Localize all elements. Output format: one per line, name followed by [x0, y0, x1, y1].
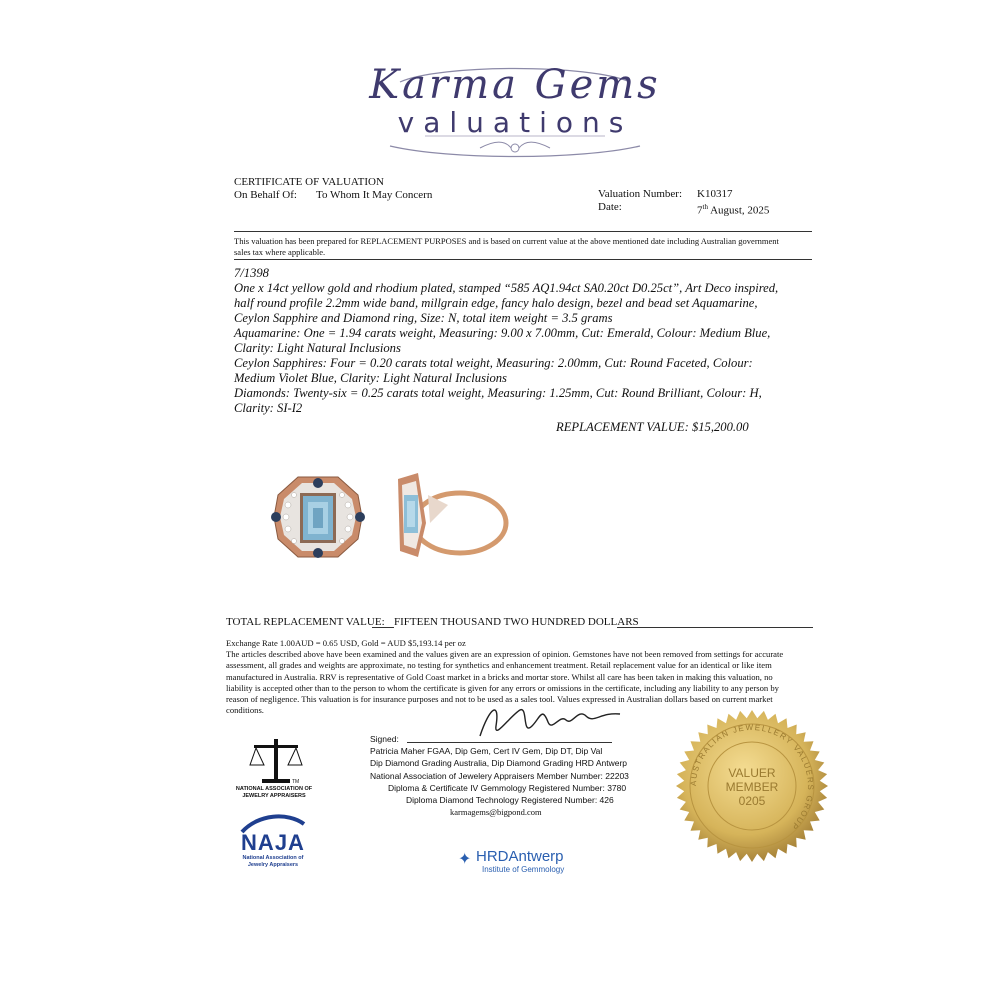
- behalf-label: On Behalf Of:: [234, 189, 297, 201]
- terms-line: The articles described above have been examined and the values given are an expression of opinion. Gemstones have not been removed from settings for accurate: [226, 649, 784, 660]
- desc-line: Ceylon Sapphires: Four = 0.20 carats total weight, Measuring: 2.00mm, Cut: Round Faceted, Colour:: [234, 356, 753, 370]
- naja-tm: TM: [292, 779, 300, 785]
- desc-line: One x 14ct yellow gold and rhodium plated, stamped “585 AQ1.94ct SA0.20ct D0.25ct”, Art Deco inspired,: [234, 281, 779, 295]
- seal-line-3: 0205: [738, 794, 766, 808]
- ring-side-photo: [388, 465, 518, 565]
- logo-brand: Karma Gems: [369, 62, 661, 108]
- desc-line: Clarity: SI-I2: [234, 401, 303, 415]
- logo-subtitle: valuations: [397, 106, 633, 139]
- total-underline-a: [372, 627, 394, 628]
- item-description: [234, 266, 806, 416]
- behalf-value: To Whom It May Concern: [316, 189, 433, 201]
- terms-line: reason of negligence. This valuation is for insurance purposes and not to be used as a sales tool. Values expressed in Australian dollars based on current market: [226, 694, 773, 705]
- total-underline-b: [617, 627, 813, 628]
- total-value: FIFTEEN THOUSAND TWO HUNDRED DOLLARS: [394, 616, 639, 628]
- certificate-title: CERTIFICATE OF VALUATION: [234, 176, 384, 188]
- seal-ring-text: AUSTRALIAN JEWELLERY VALUERS GROUP: [688, 722, 816, 832]
- ring-front-photo: [258, 465, 378, 565]
- date-label: Date:: [598, 201, 622, 213]
- terms-line: liability is accepted other than to the person to whom the certificate is given for any errors or omissions in the certificate, including any liability to any person by: [226, 682, 779, 693]
- valuation-number-label: Valuation Number:: [598, 188, 683, 200]
- desc-line: Medium Violet Blue, Clarity: Light Natural Inclusions: [234, 371, 507, 385]
- exchange-rate: Exchange Rate 1.00AUD = 0.65 USD, Gold = AUD $5,193.14 per oz: [226, 638, 466, 648]
- purpose-line-1: This valuation has been prepared for REPLACEMENT PURPOSES and is based on current value at the above mentioned date including Australian government: [234, 236, 779, 246]
- desc-line: half round profile 2.2mm wide band, millgrain edge, fancy halo design, bezel and bead set Aquamarine,: [234, 296, 758, 310]
- purpose-divider: [234, 259, 812, 260]
- desc-line: Ceylon Sapphire and Diamond ring, Size: N, total item weight = 3.5 grams: [234, 311, 613, 325]
- desc-line: Clarity: Light Natural Inclusions: [234, 341, 401, 355]
- replacement-value: REPLACEMENT VALUE: $15,200.00: [556, 420, 749, 434]
- company-logo: [330, 60, 700, 160]
- seal-line-1: VALUER: [728, 766, 776, 780]
- signature-line: [407, 742, 612, 743]
- item-ref: 7/1398: [234, 266, 269, 280]
- signatory-line: National Association of Jewelery Appraisers Member Number: 22203: [370, 770, 629, 781]
- header-divider: [234, 231, 812, 232]
- signatory-details: [370, 745, 670, 819]
- signed-label: Signed:: [370, 734, 399, 744]
- naja-logo-caption: National Association of Jewelry Appraisers: [242, 855, 304, 868]
- signatory-line: Patricia Maher FGAA, Dip Gem, Cert IV Gem, Dip DT, Dip Val: [370, 746, 603, 756]
- desc-line: Aquamarine: One = 1.94 carats weight, Measuring: 9.00 x 7.00mm, Cut: Emerald, Colour: Medium Blue,: [234, 326, 771, 340]
- hrd-subtitle: Institute of Gemmology: [482, 865, 565, 874]
- hrd-logo: HRDAntwerp: [476, 848, 564, 865]
- desc-line: Diamonds: Twenty-six = 0.25 carats total weight, Measuring: 1.25mm, Cut: Round Brilliant, Colour: H,: [234, 386, 762, 400]
- signatory-line: Diploma Diamond Technology Registered Number: 426: [406, 795, 614, 806]
- seal-line-2: MEMBER: [725, 780, 779, 794]
- terms-line: manufactured in Australia. RRV is representative of Gold Coast market in a bricks and mortar store. Whilst all care has been taken in making this valuation, no: [226, 671, 773, 682]
- valuation-number: K10317: [697, 188, 733, 200]
- terms-line: assessment, all grades and weights are approximate, no testing for synthetics and enhancement treatment. Retail replacement value for an identical or like item: [226, 660, 772, 671]
- scales-icon: [248, 735, 304, 785]
- handwritten-signature: [470, 696, 630, 746]
- naja-logo: NAJA: [241, 830, 305, 855]
- naja-caption: NATIONAL ASSOCIATION OF JEWELRY APPRAISERS: [235, 786, 313, 799]
- purpose-line-2: sales tax where applicable.: [234, 247, 326, 257]
- signatory-line: Diploma & Certificate IV Gemmology Registered Number: 3780: [388, 782, 627, 793]
- contact-email: karmagems@bigpond.com: [450, 807, 542, 818]
- valuation-date: 7th August, 2025: [697, 203, 770, 217]
- terms-line: conditions.: [226, 705, 264, 716]
- signatory-line: Dip Diamond Grading Australia, Dip Diamond Grading HRD Antwerp: [370, 758, 628, 769]
- hrd-star-icon: ✦: [458, 851, 472, 868]
- total-label: TOTAL REPLACEMENT VALUE:: [226, 616, 385, 628]
- seal-text: [676, 766, 828, 808]
